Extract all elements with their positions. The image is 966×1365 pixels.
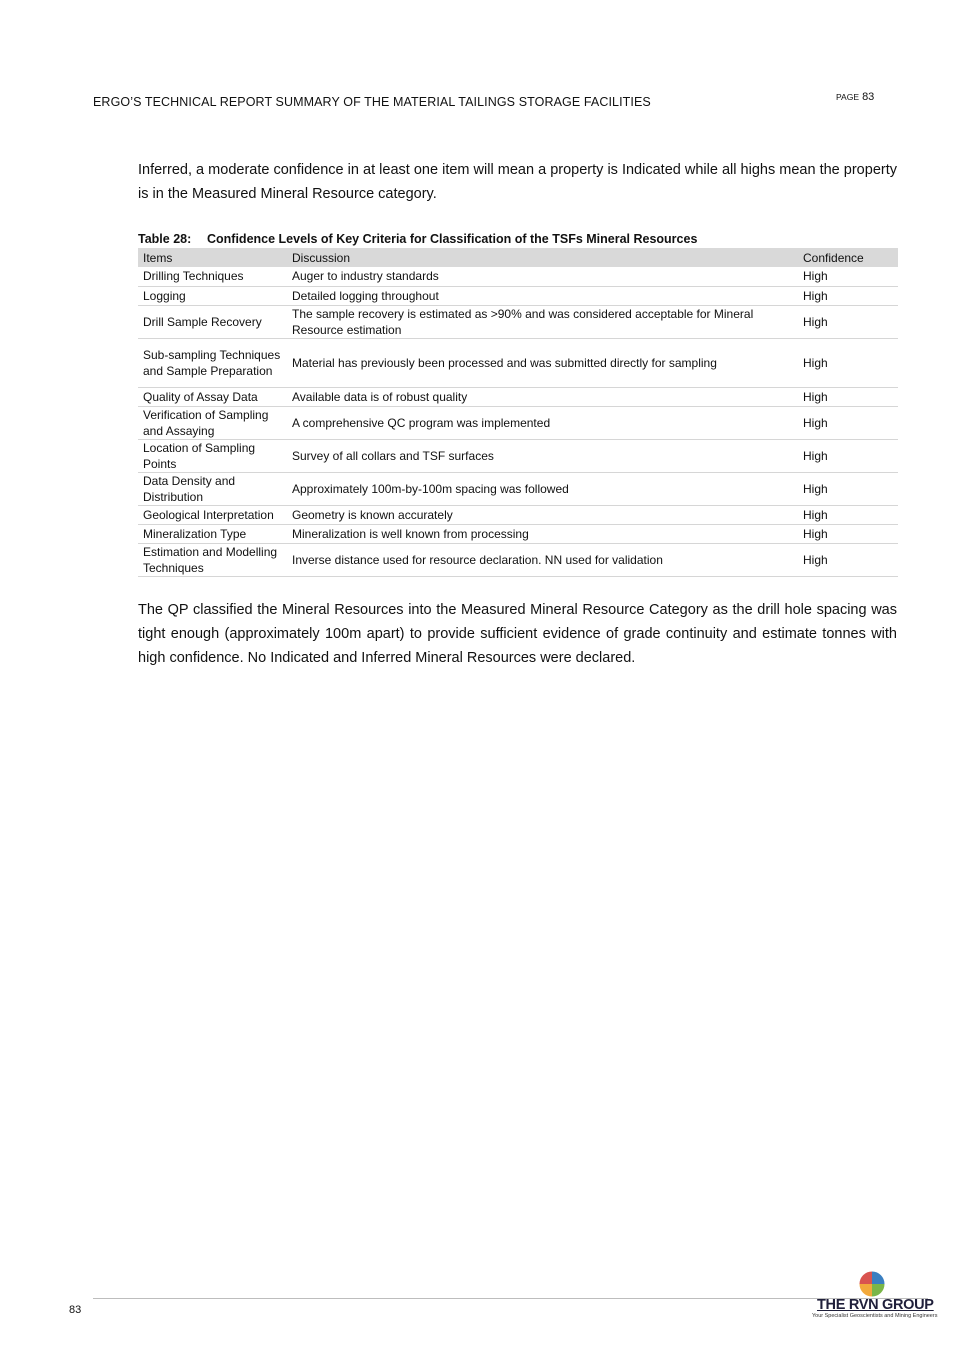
header-items: Items [138,248,287,267]
table-row [138,286,898,305]
row-discussion: The sample recovery is estimated as >90% and was considered acceptable for Mineral Resource estimation [287,305,798,338]
table-caption [138,232,697,246]
logo-name: THE RVN GROUP [817,1297,934,1313]
row-item: Location of Sampling Points [138,439,287,472]
table-row [138,543,898,576]
row-item: Data Density and Distribution [138,472,287,505]
table-row [138,387,898,406]
header-confidence: Confidence [798,248,898,267]
row-item: Verification of Sampling and Assaying [138,406,287,439]
report-header-title: ERGO’S TECHNICAL REPORT SUMMARY OF THE MATERIAL TAILINGS STORAGE FACILITIES [93,95,651,109]
table-row [138,406,898,439]
row-item: Quality of Assay Data [138,387,287,406]
row-discussion: Auger to industry standards [287,267,798,286]
row-item: Estimation and Modelling Techniques [138,543,287,576]
row-confidence: High [798,406,898,439]
row-item: Mineralization Type [138,524,287,543]
header-discussion: Discussion [287,248,798,267]
table-row [138,472,898,505]
row-confidence: High [798,286,898,305]
row-confidence: High [798,472,898,505]
row-discussion: Geometry is known accurately [287,505,798,524]
row-item: Sub-sampling Techniques and Sample Preparation [138,338,287,387]
footer-divider [93,1298,928,1299]
closing-paragraph: The QP classified the Mineral Resources into the Measured Mineral Resource Category as the drill hole spacing was tight enough (approximately 100m apart) to provide sufficient evidence of grade continuity and estimate tonnes with high confidence. No Indicated and Inferred Mineral Resources were declared. [138,602,897,666]
page-label [836,91,874,103]
row-discussion: Material has previously been processed and was submitted directly for sampling [287,338,798,387]
table-row [138,267,898,286]
row-discussion: Detailed logging throughout [287,286,798,305]
table-caption-number: Table 28: [138,232,192,246]
row-discussion: Available data is of robust quality [287,387,798,406]
table-row [138,338,898,387]
row-confidence: High [798,524,898,543]
row-item: Geological Interpretation [138,505,287,524]
logo-tagline: Your Specialist Geoscientists and Mining Engineers [812,1313,938,1319]
row-discussion: A comprehensive QC program was implemented [287,406,798,439]
row-confidence: High [798,543,898,576]
table-header-row [138,248,898,267]
row-item: Drilling Techniques [138,267,287,286]
footer-page-number: 83 [69,1304,82,1316]
row-item: Drill Sample Recovery [138,305,287,338]
page-word: PAGE [836,92,859,102]
table-caption-title: Confidence Levels of Key Criteria for Classification of the TSFs Mineral Resources [207,232,698,246]
row-item: Logging [138,286,287,305]
row-confidence: High [798,505,898,524]
row-discussion: Approximately 100m-by-100m spacing was followed [287,472,798,505]
confidence-table [138,248,898,577]
header-page-number: 83 [862,91,875,103]
logo-pie-icon [859,1271,885,1297]
row-discussion: Inverse distance used for resource declaration. NN used for validation [287,543,798,576]
row-discussion: Mineralization is well known from processing [287,524,798,543]
row-confidence: High [798,338,898,387]
table-row [138,505,898,524]
table-row [138,305,898,338]
row-confidence: High [798,267,898,286]
row-confidence: High [798,439,898,472]
intro-paragraph: Inferred, a moderate confidence in at least one item will mean a property is Indicated while all highs mean the property is in the Measured Mineral Resource category. [138,162,897,202]
table-row [138,439,898,472]
row-discussion: Survey of all collars and TSF surfaces [287,439,798,472]
row-confidence: High [798,387,898,406]
row-confidence: High [798,305,898,338]
table-row [138,524,898,543]
